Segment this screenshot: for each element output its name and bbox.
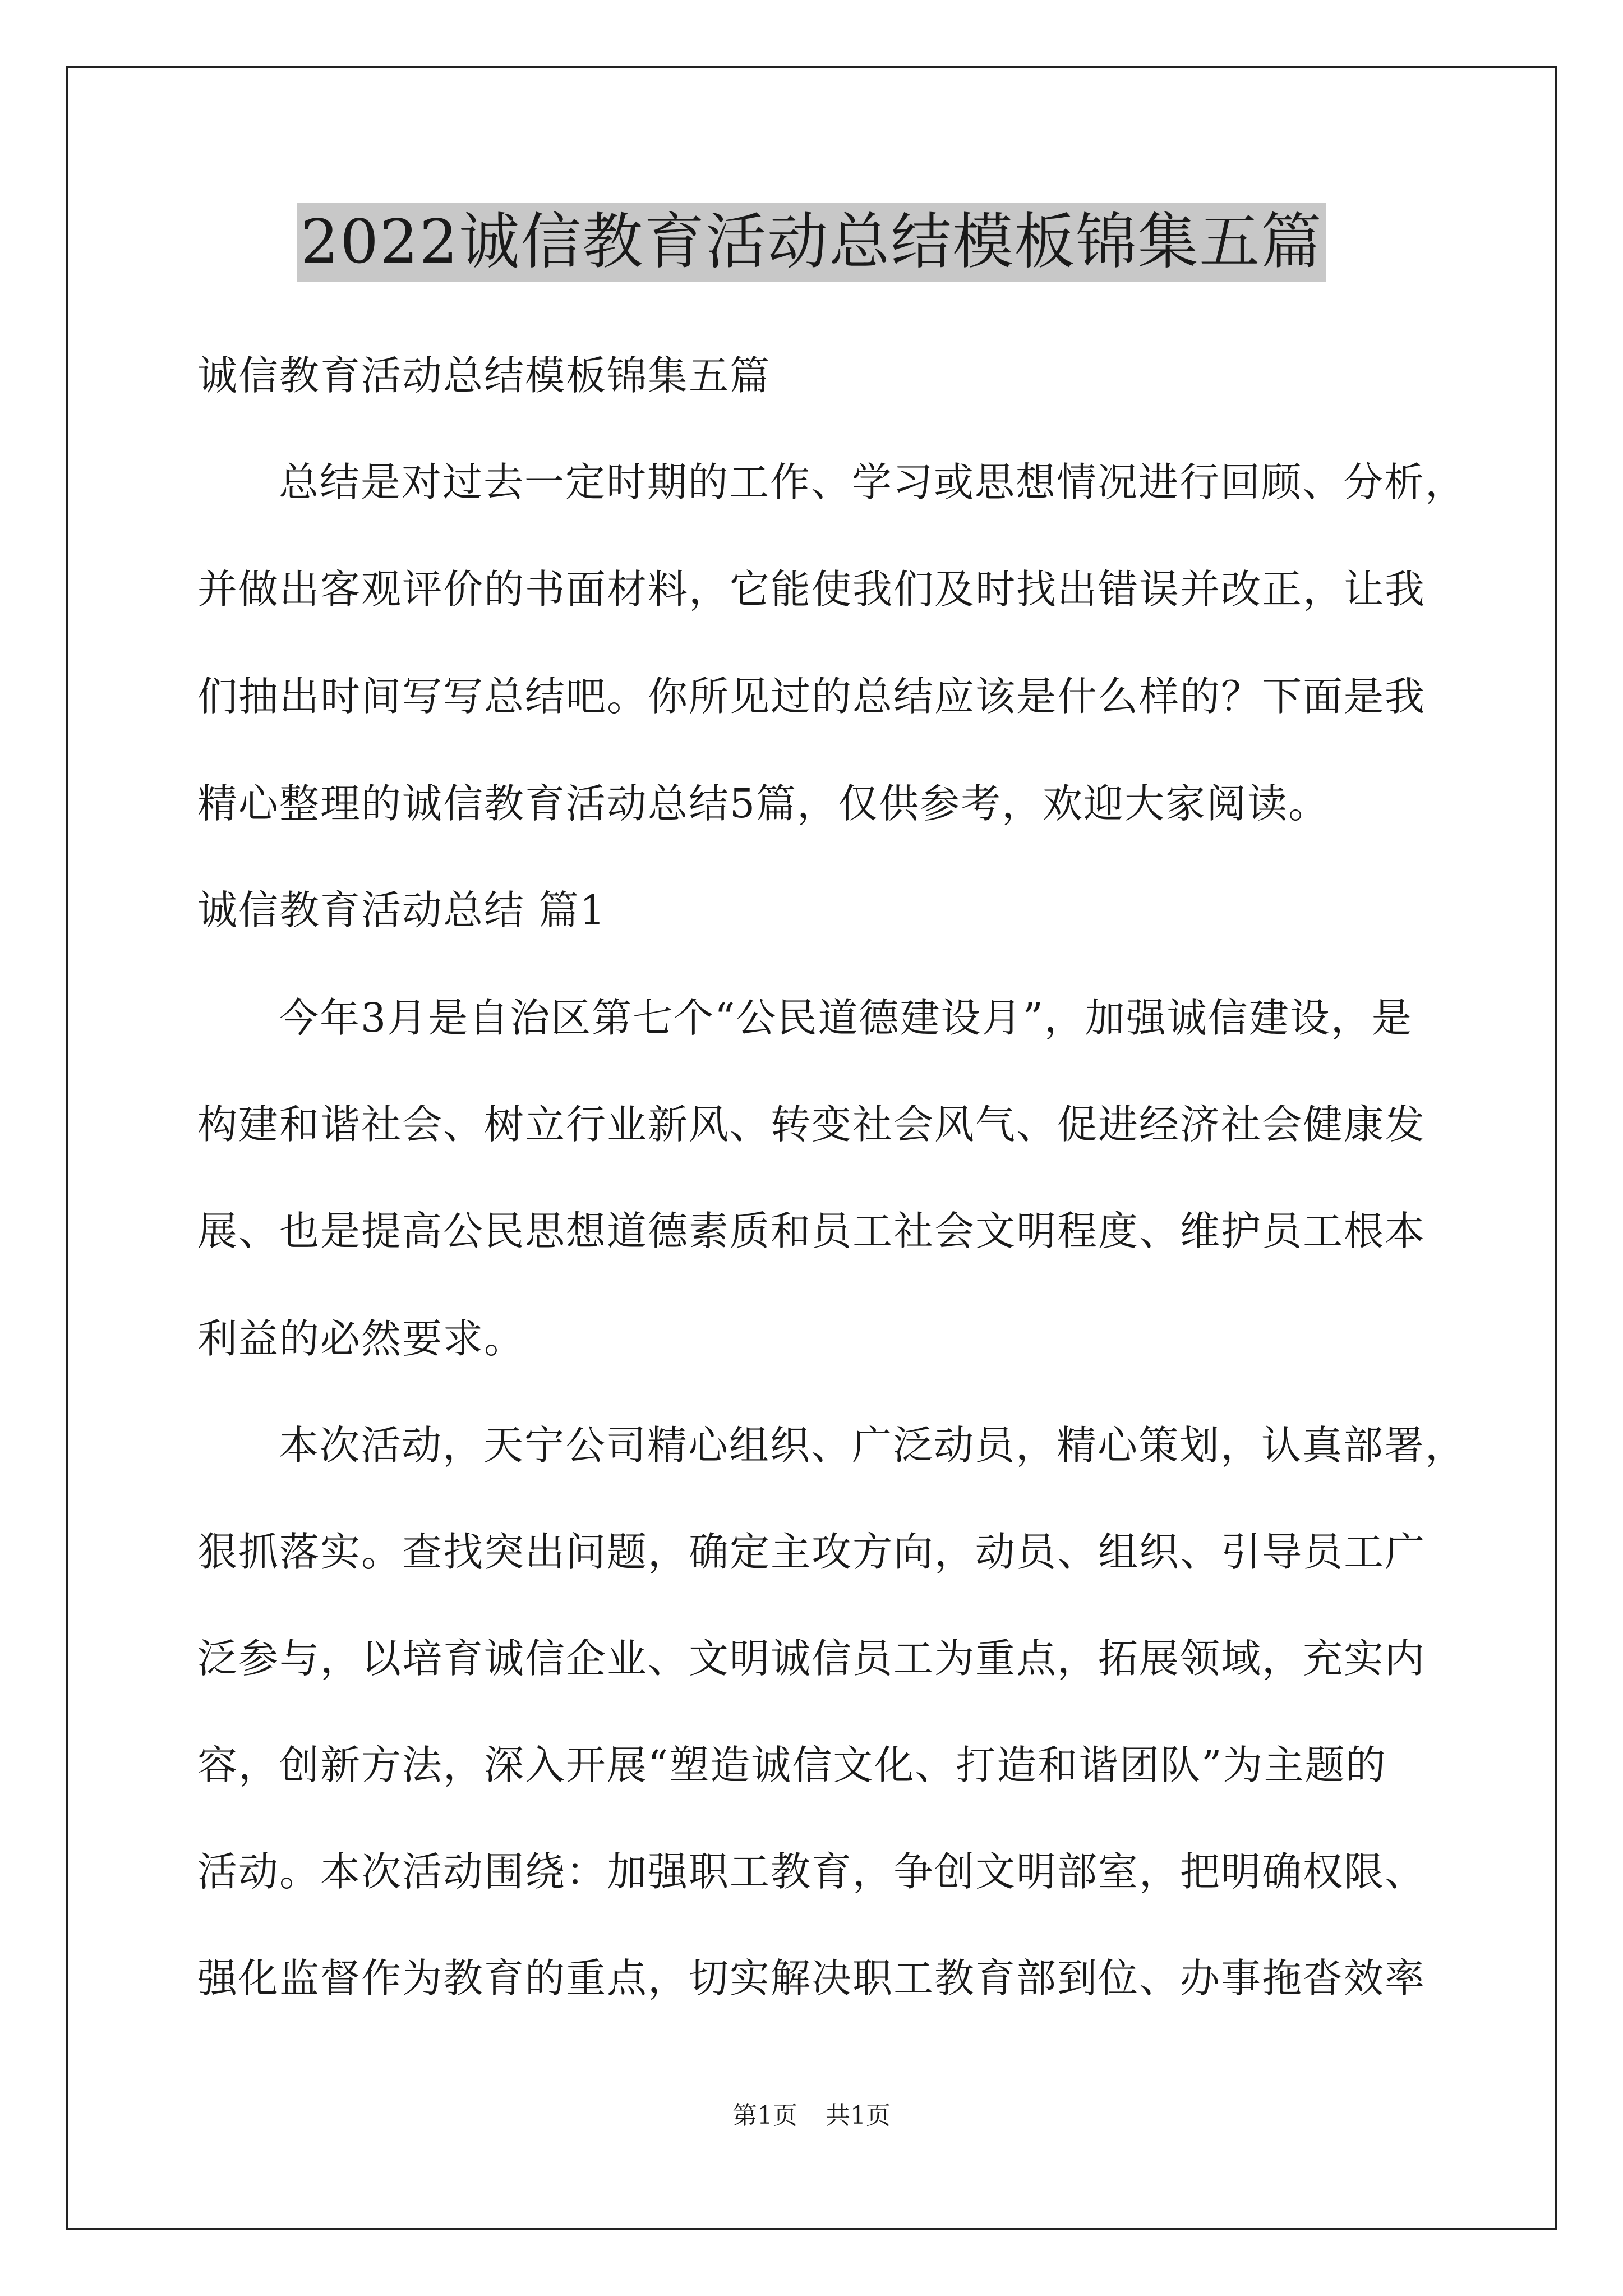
section-heading: 诚信教育活动总结 篇1 [197,887,606,933]
body-paragraph-line: 狠抓落实。查找突出问题，确定主攻方向，动员、组织、引导员工广 [197,1529,1426,1575]
body-paragraph-line: 今年3月是自治区第七个“公民道德建设月”，加强诚信建设，是 [279,995,1413,1041]
page-footer [0,2099,1623,2133]
intro-paragraph-line: 们抽出时间写写总结吧。你所见过的总结应该是什么样的？下面是我 [197,673,1426,720]
page-number: 第1页 [732,2101,797,2130]
subtitle-line: 诚信教育活动总结模板锦集五篇 [197,352,771,399]
body-paragraph-line: 本次活动，天宁公司精心组织、广泛动员，精心策划，认真部署， [279,1422,1467,1469]
body-paragraph-line: 展、也是提高公民思想道德素质和员工社会文明程度、维护员工根本 [197,1208,1426,1254]
intro-paragraph-line: 总结是对过去一定时期的工作、学习或思想情况进行回顾、分析， [279,459,1467,505]
body-paragraph-line: 强化监督作为教育的重点，切实解决职工教育部到位、办事拖沓效率 [197,1955,1426,2001]
page-total: 共1页 [826,2101,891,2130]
body-paragraph-line: 容，创新方法，深入开展“塑造诚信文化、打造和谐团队”为主题的 [197,1742,1387,1788]
body-paragraph-line: 构建和谐社会、树立行业新风、转变社会风气、促进经济社会健康发 [197,1101,1426,1148]
body-paragraph-line: 活动。本次活动围绕：加强职工教育，争创文明部室，把明确权限、 [197,1848,1426,1895]
document-title: 2022诚信教育活动总结模板锦集五篇 [297,203,1326,282]
body-paragraph-line: 利益的必然要求。 [197,1315,525,1362]
body-paragraph-line: 泛参与，以培育诚信企业、文明诚信员工为重点，拓展领域，充实内 [197,1635,1426,1682]
intro-paragraph-line: 精心整理的诚信教育活动总结5篇，仅供参考，欢迎大家阅读。 [197,780,1330,827]
title-container [0,203,1623,282]
intro-paragraph-line: 并做出客观评价的书面材料，它能使我们及时找出错误并改正，让我 [197,566,1426,613]
